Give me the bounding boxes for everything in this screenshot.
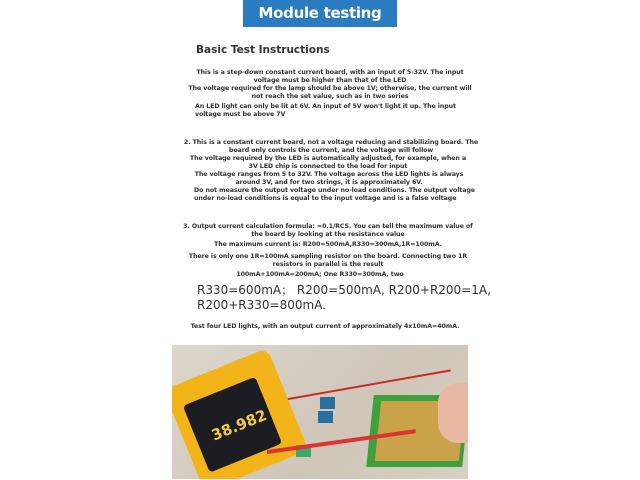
page-banner: Module testing method bbox=[243, 0, 397, 27]
test-note: Test four LED lights, with an output current of approximately 4x10mA=40mA. bbox=[190, 323, 460, 330]
instruction-text: This is a step-down constant current board, with an input of 5-32V. The input voltage must be higher than that of the LED bbox=[196, 69, 464, 84]
instruction-text: The voltage ranges from 5 to 32V. The voltage across the LED lights is always around 3V, and for two strings, it is approximately 6V. bbox=[194, 171, 464, 186]
instruction-text: The maximum current is: R200=500mA,R330=300mA,1R=100mA. bbox=[214, 241, 442, 248]
instruction-text: 100mA+100mA=200mA; One R330=300mA, two bbox=[236, 271, 404, 278]
instruction-text: Do not measure the output voltage under no-load conditions. The output voltage under no-load conditions is equal to the input voltage and is a false voltage bbox=[194, 187, 475, 202]
instruction-text: 3. Output current calculation formula: =0.1/RCS. You can tell the maximum value of the board by looking at the resistance value bbox=[183, 223, 473, 238]
instruction-text: An LED light can only be lit at 6V. An input of 5V won't light it up. The input voltage must be above 7V bbox=[195, 103, 456, 118]
meter-reading: 38.982 bbox=[208, 406, 270, 445]
section-heading: Basic Test Instructions bbox=[196, 44, 330, 56]
led-driver-module bbox=[320, 397, 335, 409]
instruction-text: There is only one 1R=100mA sampling resistor on the board. Connecting two 1R resistors in parallel is the result bbox=[188, 253, 468, 268]
instruction-text: The voltage required for the lamp should be above 1V; otherwise, the current will not reach the set value, such as in two series bbox=[188, 85, 472, 100]
hand bbox=[438, 383, 468, 443]
instruction-text: The voltage required by the LED is automatically adjusted, for example, when a 3V LED chip is connected to the load for input bbox=[189, 155, 467, 170]
test-setup-photo bbox=[172, 345, 468, 479]
formula-line: R200+R330=800mA. bbox=[197, 298, 326, 312]
instruction-text: 2. This is a constant current board, not a voltage reducing and stabilizing board. The board only controls the current, and the voltage will follow bbox=[183, 139, 479, 154]
formula-line: R330=600mA； R200=500mA, R200+R200=1A, bbox=[197, 283, 491, 297]
multimeter bbox=[172, 348, 309, 479]
led-driver-module bbox=[318, 411, 333, 423]
multimeter-screen bbox=[183, 377, 282, 473]
